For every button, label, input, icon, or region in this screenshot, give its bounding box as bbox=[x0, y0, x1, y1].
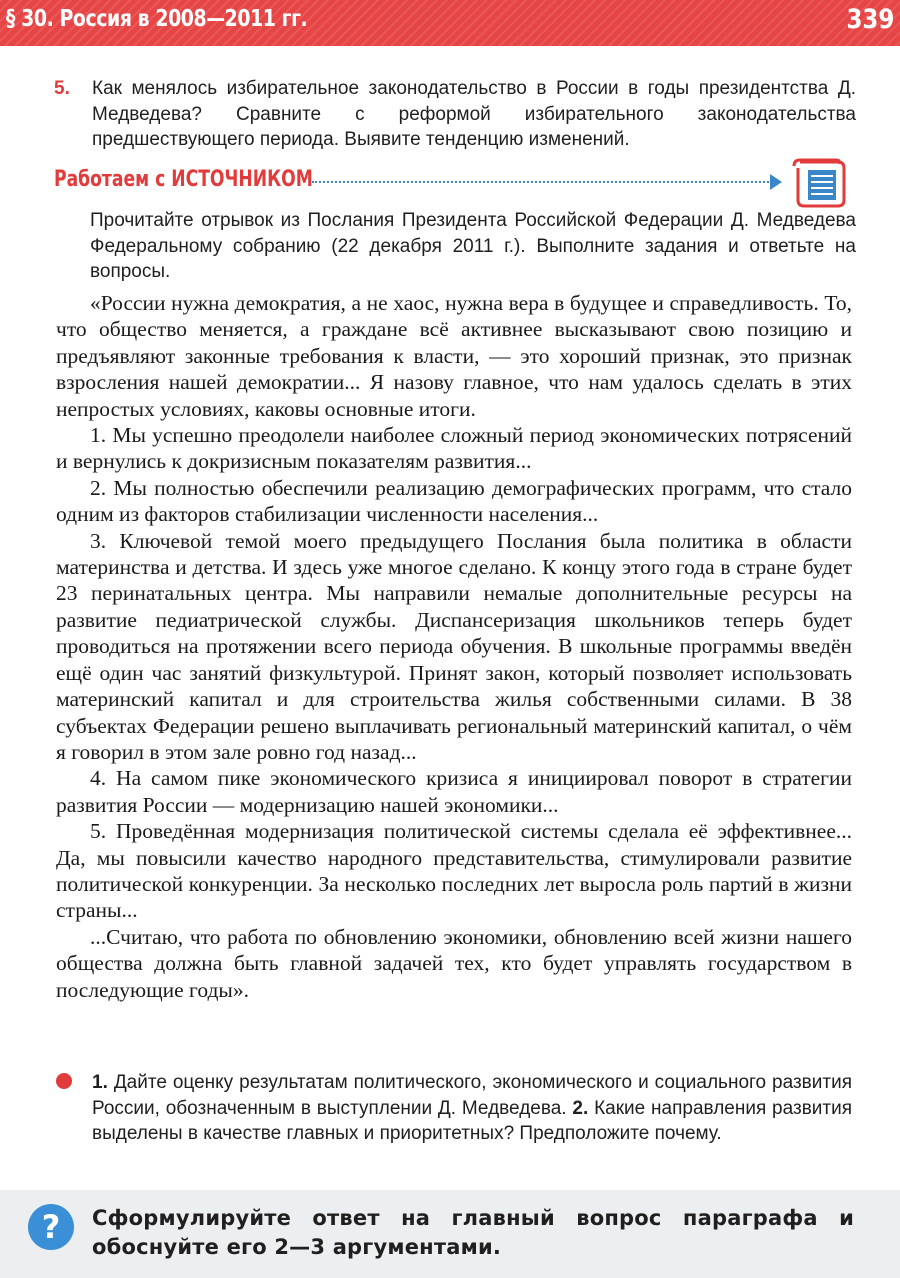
quote-paragraph: 5. Проведённая модернизация политической системы сделала её эффективнее... Да, мы повысили качество народного представительства, стимулировали развитие политической конкуренции. За несколько последних лет выросла роль партий в жизни страны... bbox=[56, 819, 852, 923]
page-number: 339 bbox=[846, 4, 894, 35]
source-instruction: Прочитайте отрывок из Послания Президента Российской Федерации Д. Медведева Федеральному собранию (22 декабря 2011 г.). Выполните задания и ответьте на вопросы. bbox=[90, 210, 856, 282]
scroll-document-icon bbox=[790, 156, 848, 208]
task-2-number: 2. bbox=[572, 1097, 589, 1119]
question-5-number: 5. bbox=[54, 78, 70, 99]
source-quote bbox=[56, 290, 852, 1003]
quote-paragraph: 3. Ключевой темой моего предыдущего Послания была политика в области материнства и детства. И здесь уже многое сделано. К концу этого года в стране будет 23 перинатальных центра. Мы направили немалые дополнительные ресурсы на развитие педиатрической службы. Диспансеризация школьников теперь будет проводиться на протяжении всего периода обучения. В школьные программы введён ещё один час занятий физкультурой. Принят закон, который позволяет использовать материнский капитал и для строительства жилья собственными силами. В 38 субъектах Федерации решено выплачивать региональный материнский капитал, о чём я говорил в этом зале ровно год назад... bbox=[56, 528, 852, 764]
final-question-text: Сформулируйте ответ на главный вопрос параграфа и обоснуйте его 2—3 аргументами. bbox=[92, 1206, 854, 1259]
section-title: § 30. Россия в 2008—2011 гг. bbox=[6, 6, 308, 32]
quote-paragraph: «России нужна демократия, а не хаос, нужна вера в будущее и справедливость. То, что общество меняется, а граждане всё активнее высказывают свою позицию и предъявляют законные требования к власти, — это хороший признак, это признак взросления нашей демократии... Я назову главное, что нам удалось сделать в этих непростых условиях, каковы основные итоги. bbox=[56, 291, 852, 421]
source-section-heading: Работаем с ИСТОЧНИКОМ bbox=[54, 167, 313, 192]
quote-paragraph: 4. На самом пике экономического кризиса я инициировал поворот в стратегии развития России — модернизацию нашей экономики... bbox=[56, 766, 852, 817]
page-header bbox=[0, 0, 900, 46]
task-1-number: 1. bbox=[92, 1072, 108, 1093]
final-question-box bbox=[0, 1190, 900, 1278]
task-marker-dot bbox=[56, 1073, 72, 1089]
question-mark-icon: ? bbox=[28, 1204, 74, 1250]
quote-paragraph: 2. Мы полностью обеспечили реализацию демографических программ, что стало одним из факторов стабилизации численности населения... bbox=[56, 475, 852, 527]
question-5 bbox=[56, 76, 856, 153]
dotted-arrow-line bbox=[312, 181, 772, 183]
task-2-text: Какие направления развития выделены в качестве главных и приоритетных? Предположите почему. bbox=[92, 1097, 853, 1144]
task-1-text: Дайте оценку результатам политического, экономического и социального развития России, обозначенным в выступлении Д. Медведева. bbox=[92, 1072, 852, 1119]
source-tasks bbox=[92, 1070, 852, 1147]
question-5-text: Как менялось избирательное законодательство в России в годы президентства Д. Медведева? Сравните с реформой избирательного законодательства предшествующего периода. Выявите тенденцию изменений. bbox=[92, 78, 856, 150]
quote-paragraph: ...Считаю, что работа по обновлению экономики, обновлению всей жизни нашего общества должна быть главной задачей тех, кто будет управлять государством в последующие годы». bbox=[56, 924, 852, 1002]
quote-paragraph: 1. Мы успешно преодолели наиболее сложный период экономических потрясений и вернулись к докризисным показателям развития... bbox=[56, 423, 852, 474]
arrow-right-icon bbox=[770, 174, 782, 190]
